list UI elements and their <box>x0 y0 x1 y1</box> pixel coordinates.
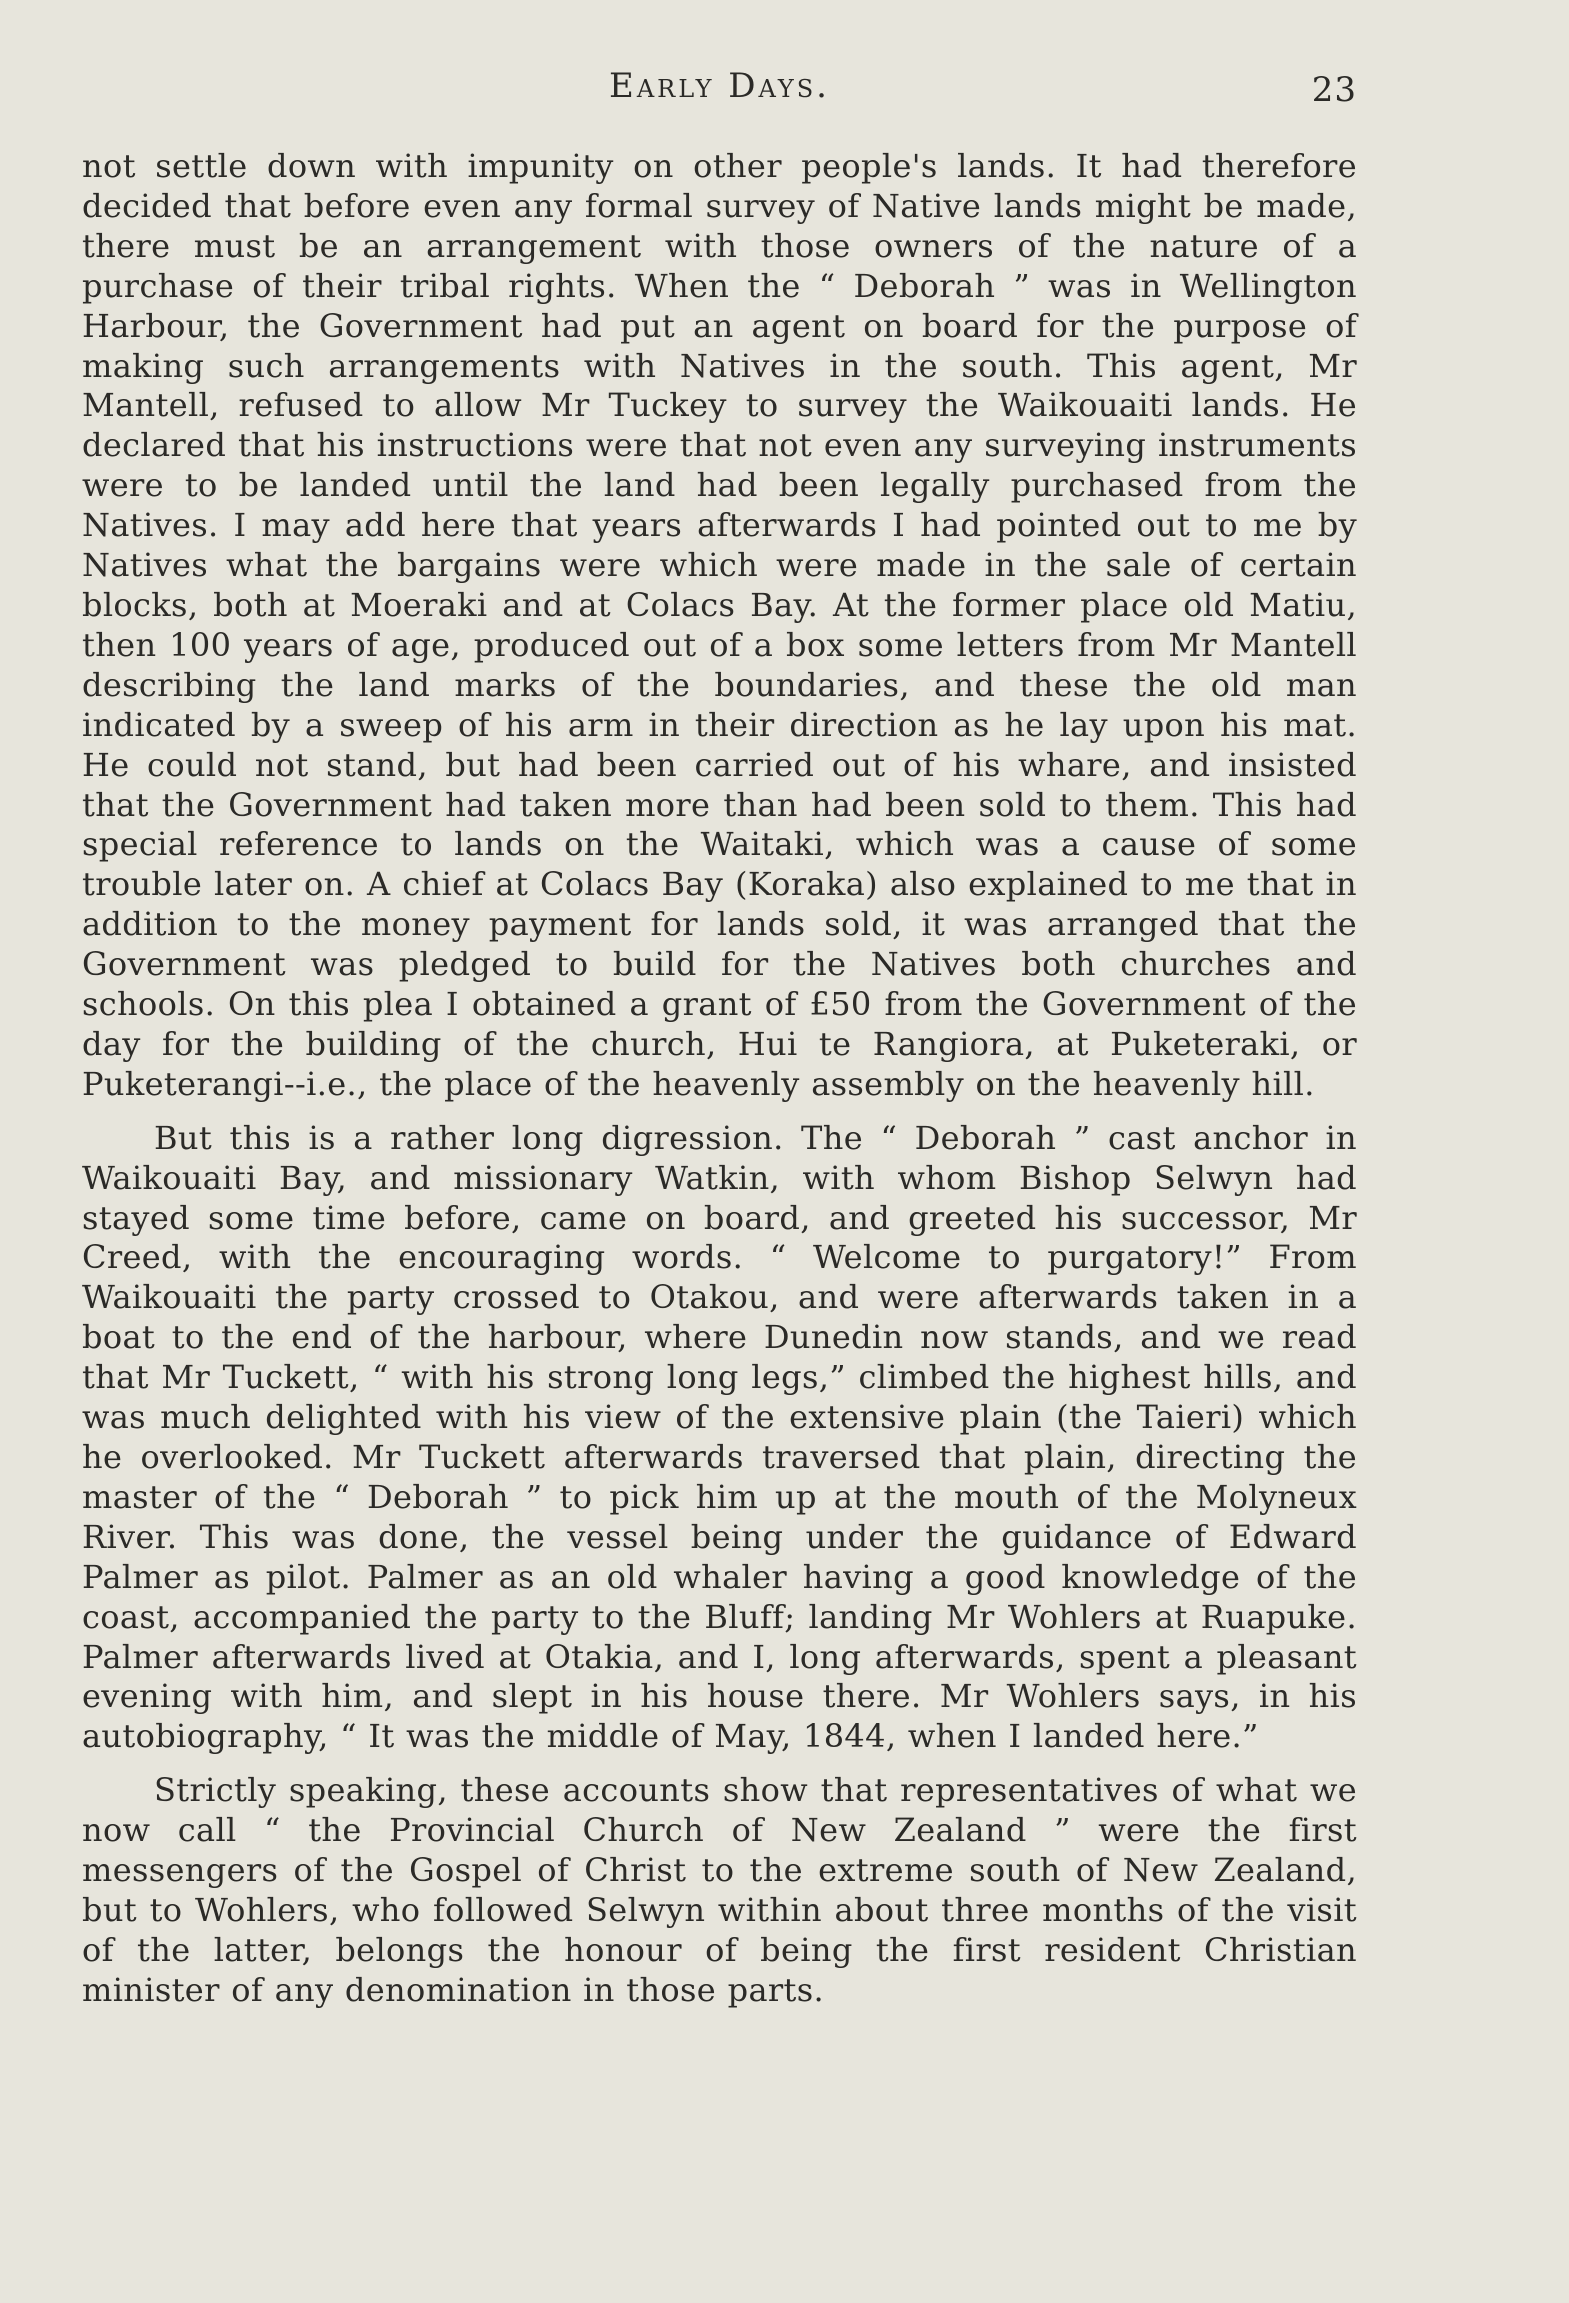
paragraph-2: But this is a rather long digression. The “ Deborah ” cast anchor in Waikouaiti Bay, and missionary Watkin, with whom Bishop Selwyn had stayed some time before, came on board, and greeted his successor, Mr Creed, with the encouraging words. “ Welcome to purgatory!” From Waikouaiti the party crossed to Otakou, and were afterwards taken in a boat to the end of the harbour, where Dunedin now stands, and we read that Mr Tuckett, “ with his strong long legs,” climbed the highest hills, and was much delighted with his view of the extensive plain (the Taieri) which he overlooked. Mr Tuckett afterwards traversed that plain, directing the master of the “ Deborah ” to pick him up at the mouth of the Molyneux River. This was done, the vessel being under the guidance of Edward Palmer as pilot. Palmer as an old whaler having a good knowledge of the coast, accompanied the party to the Bluff; landing Mr Wohlers at Ruapuke. Palmer afterwards lived at Otakia, and I, long afterwards, spent a pleasant evening with him, and slept in his house there. Mr Wohlers says, in his autobiography, “ It was the middle of May, 1844, when I landed here.” <box>82 1118 1357 1756</box>
page-number: 23 <box>1311 70 1357 110</box>
page-header <box>82 66 1357 116</box>
running-head: Early Days. <box>609 66 830 106</box>
paragraph-1: not settle down with impunity on other people's lands. It had therefore decided that before even any formal survey of Native lands might be made, there must be an arrangement with those owners of the nature of a purchase of their tribal rights. When the “ Deborah ” was in Wellington Harbour, the Government had put an agent on board for the purpose of making such arrangements with Natives in the south. This agent, Mr Mantell, refused to allow Mr Tuckey to survey the Waikouaiti lands. He declared that his instructions were that not even any surveying instruments were to be landed until the land had been legally purchased from the Natives. I may add here that years afterwards I had pointed out to me by Natives what the bargains were which were made in the sale of certain blocks, both at Moeraki and at Colacs Bay. At the former place old Matiu, then 100 years of age, produced out of a box some letters from Mr Mantell describing the land marks of the boundaries, and these the old man indicated by a sweep of his arm in their direction as he lay upon his mat. He could not stand, but had been carried out of his whare, and insisted that the Government had taken more than had been sold to them. This had special reference to lands on the Waitaki, which was a cause of some trouble later on. A chief at Colacs Bay (Koraka) also explained to me that in addition to the money payment for lands sold, it was arranged that the Government was pledged to build for the Natives both churches and schools. On this plea I obtained a grant of £50 from the Government of the day for the building of the church, Hui te Rangiora, at Puketeraki, or Puketerangi--i.e., the place of the heavenly assembly on the heavenly hill. <box>82 147 1357 1103</box>
body-text <box>82 147 1357 2025</box>
paragraph-3: Strictly speaking, these accounts show that representatives of what we now call “ the Provincial Church of New Zealand ” were the first messengers of the Gospel of Christ to the extreme south of New Zealand, but to Wohlers, who followed Selwyn within about three months of the visit of the latter, belongs the honour of being the first resident Christian minister of any denomination in those parts. <box>82 1771 1357 2009</box>
